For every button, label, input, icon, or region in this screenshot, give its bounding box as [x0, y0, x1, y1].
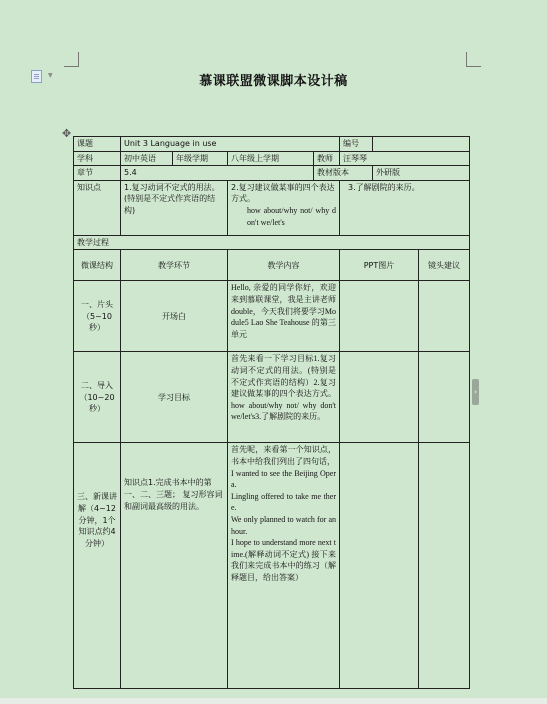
- page-corner-marker-left: [64, 52, 79, 67]
- row-knowledge: [74, 180, 470, 235]
- row3-line-5: I hope to understand more next time.(解释动词不定式) 接下来我们来完成书本中的练习（解释题目，给出答案）: [231, 538, 337, 582]
- grade-value[interactable]: 八年级上学期: [228, 151, 314, 166]
- knowledge-label: 知识点: [74, 180, 121, 235]
- knowledge-point-2-phrases: how about/why not/ why don't we/let's: [247, 205, 337, 227]
- number-value[interactable]: [373, 137, 470, 152]
- row2-content[interactable]: 首先来看一下学习目标1.复习动词不定式的用法。(特别是不定式作宾语的结构）2.复习建议做某事的四个表达方式。how about/why not/ why don't we/let's3.了解剧院的来历。: [228, 352, 340, 443]
- knowledge-point-2[interactable]: [228, 180, 340, 235]
- row3-line-1: 首先呢，来看第一个知识点，书本中给我们列出了四句话，: [231, 445, 337, 466]
- row3-ppt[interactable]: [340, 443, 419, 689]
- process-row-new-lesson: [74, 443, 470, 689]
- row1-structure[interactable]: 一、片头（5~10秒）: [74, 281, 121, 352]
- row-topic: [74, 137, 470, 152]
- edition-label: 教材版本: [314, 166, 373, 181]
- row-chapter: [74, 166, 470, 181]
- row1-ppt[interactable]: [340, 281, 419, 352]
- table-move-handle-icon[interactable]: ✥: [62, 127, 72, 140]
- grade-label: 年级学期: [173, 151, 228, 166]
- teacher-value[interactable]: 汪琴琴: [340, 151, 470, 166]
- knowledge-point-1[interactable]: 1.复习动词不定式的用法。(特别是不定式作宾语的结构): [121, 180, 228, 235]
- topic-label: 课题: [74, 137, 121, 152]
- row2-ppt[interactable]: [340, 352, 419, 443]
- row3-stage[interactable]: 知识点1.完成书本中的第一、二、三题； 复习形容词和副词最高级的用法。: [121, 443, 228, 689]
- header-content: 教学内容: [228, 250, 340, 281]
- dropdown-arrow-icon[interactable]: ▼: [48, 72, 53, 79]
- row3-camera[interactable]: [419, 443, 470, 689]
- row3-line-2: I wanted to see the Beijing Opera.: [231, 468, 337, 490]
- process-row-lead-in: [74, 352, 470, 443]
- header-camera: 镜头建议: [419, 250, 470, 281]
- header-ppt: PPT图片: [340, 250, 419, 281]
- knowledge-point-3[interactable]: 3.了解剧院的来历。: [340, 180, 470, 235]
- header-structure: 微课结构: [74, 250, 121, 281]
- knowledge-point-2-text: 2.复习建议做某事的四个表达方式。: [231, 182, 335, 204]
- row3-content[interactable]: [228, 443, 340, 689]
- page-corner-marker-right: [466, 52, 481, 67]
- chapter-value[interactable]: 5.4: [121, 166, 314, 181]
- row2-camera[interactable]: [419, 352, 470, 443]
- script-design-table: [73, 136, 470, 689]
- process-header-row: [74, 250, 470, 281]
- row2-structure[interactable]: 二、导入（10~20秒）: [74, 352, 121, 443]
- row1-stage[interactable]: 开场白: [121, 281, 228, 352]
- process-label: 教学过程: [74, 235, 470, 250]
- process-row-intro: [74, 281, 470, 352]
- row3-line-3: Lingling offered to take me there.: [231, 491, 337, 513]
- chapter-label: 章节: [74, 166, 121, 181]
- number-label: 编号: [340, 137, 373, 152]
- row2-stage[interactable]: 学习目标: [121, 352, 228, 443]
- row-subject: [74, 151, 470, 166]
- side-panel-toggle[interactable]: ›: [472, 379, 479, 405]
- page-title: 慕课联盟微课脚本设计稿: [199, 74, 348, 89]
- subject-value[interactable]: 初中英语: [121, 151, 173, 166]
- edition-value[interactable]: 外研版: [373, 166, 470, 181]
- status-bar: [0, 698, 547, 704]
- subject-label: 学科: [74, 151, 121, 166]
- row3-structure[interactable]: 三、新课讲解（4~12分钟，1个知识点约4分钟）: [74, 443, 121, 689]
- row1-camera[interactable]: [419, 281, 470, 352]
- row-process-label: [74, 235, 470, 250]
- header-stage: 教学环节: [121, 250, 228, 281]
- teacher-label: 教师: [314, 151, 340, 166]
- row1-content[interactable]: Hello, 亲爱的同学你好，欢迎来到慕联课堂，我是主讲老师double，今天我们将要学习Module5 Lao She Teahouse 的第三单元: [228, 281, 340, 352]
- row3-line-4: We only planned to watch for an hour.: [231, 514, 337, 536]
- topic-value[interactable]: Unit 3 Language in use: [121, 137, 340, 152]
